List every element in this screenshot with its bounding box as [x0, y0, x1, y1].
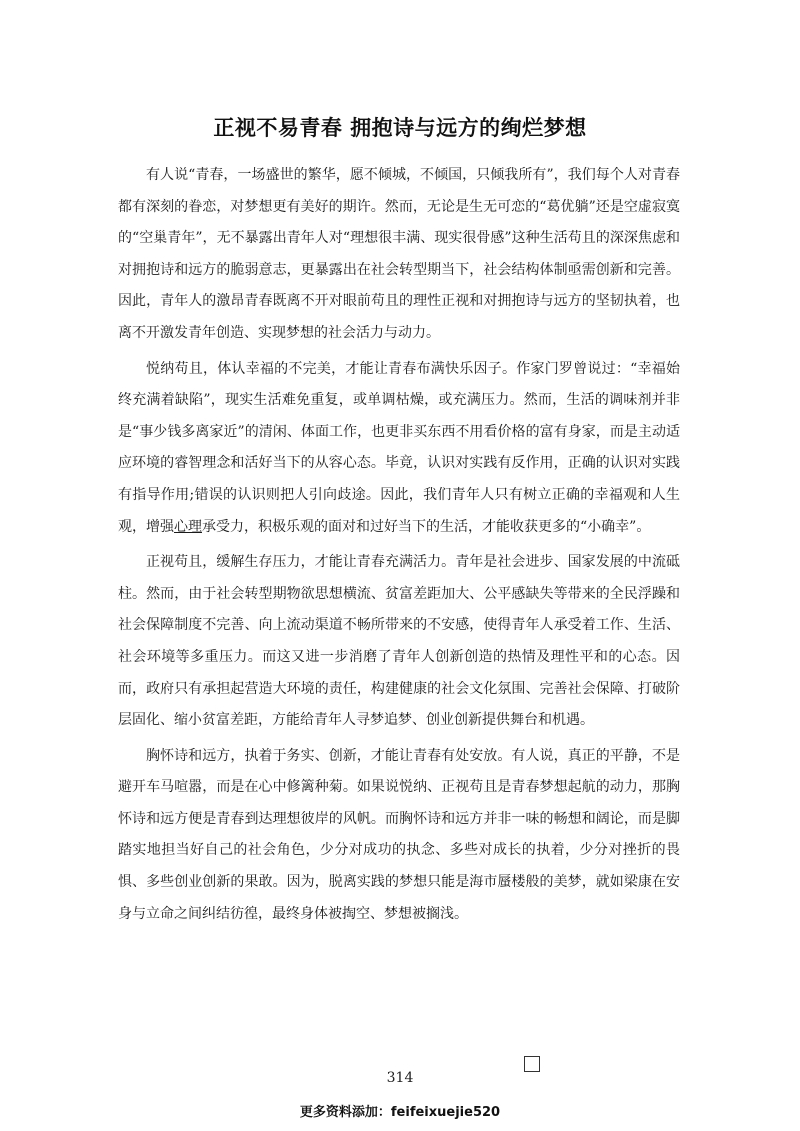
underlined-word: 心理	[174, 518, 202, 535]
document-body	[118, 160, 680, 934]
paragraph-text: 承受力，积极乐观的面对和过好当下的生活，才能收获更多的“小确幸”。	[202, 518, 651, 535]
checkbox-square-icon	[524, 1056, 540, 1072]
paragraph-face-pressure: 正视苟且，缓解生存压力，才能让青春充满活力。青年是社会进步、国家发展的中流砥柱。然而，由于社会转型期物欲思想横流、贫富差距加大、公平感缺失等带来的全民浮躁和社会保障制度不完善、向上流动渠道不畅所带来的不安感，使得青年人承受着工作、生活、社会环境等多重压力。而这又进一步消磨了青年人创新创造的热情及理性平和的心态。因而，政府只有承担起营造大环境的责任，构建健康的社会文化氛围、完善社会保障、打破阶层固化、缩小贫富差距，方能给青年人寻梦追梦、创业创新提供舞台和机遇。	[118, 554, 680, 729]
footer-contact-text: 更多资料添加：feifeixuejie520	[299, 1105, 501, 1120]
page-number: 314	[386, 1070, 414, 1086]
paragraph-accept-hardship	[118, 354, 680, 544]
paragraph-poetry-distance: 胸怀诗和远方，执着于务实、创新，才能让青春有处安放。有人说，真正的平静，不是避开车马喧嚣，而是在心中修篱种菊。如果说悦纳、正视苟且是青春梦想起航的动力，那胸怀诗和远方便是青春到达理想彼岸的风帆。而胸怀诗和远方并非一味的畅想和阔论，而是脚踏实地担当好自己的社会角色，少分对成功的执念、多些对成长的执着，少分对挫折的畏惧、多些创业创新的果敢。因为，脱离实践的梦想只能是海市蜃楼般的美梦，就如梁康在安身与立命之间纠结彷徨，最终身体被掏空、梦想被搁浅。	[118, 747, 680, 922]
document-title: 正视不易青春 拥抱诗与远方的绚烂梦想	[213, 116, 587, 140]
paragraph-intro: 有人说“青春，一场盛世的繁华，愿不倾城，不倾国，只倾我所有”，我们每个人对青春都有深刻的眷恋，对梦想更有美好的期许。然而，无论是生无可恋的“葛优躺”还是空虚寂寞的“空巢青年”，无不暴露出青年人对“理想很丰满、现实很骨感”这种生活苟且的深深焦虑和对拥抱诗和远方的脆弱意志，更暴露出在社会转型期当下，社会结构体制亟需创新和完善。因此，青年人的激昂青春既离不开对眼前苟且的理性正视和对拥抱诗与远方的坚韧执着，也离不开激发青年创造、实现梦想的社会活力与动力。	[118, 167, 680, 341]
paragraph-text: 悦纳苟且，体认幸福的不完美，才能让青春布满快乐因子。作家门罗曾说过：“幸福始终充满着缺陷”，现实生活难免重复，或单调枯燥，或充满压力。然而，生活的调味剂并非是“事少钱多离家近”的清闲、体面工作，也更非买东西不用看价格的富有身家，而是主动适应环境的睿智理念和活好当下的从容心态。毕竟，认识对实践有反作用，正确的认识对实践有指导作用;错误的认识则把人引向歧途。因此，我们青年人只有树立正确的幸福观和人生观，增强	[118, 360, 680, 535]
